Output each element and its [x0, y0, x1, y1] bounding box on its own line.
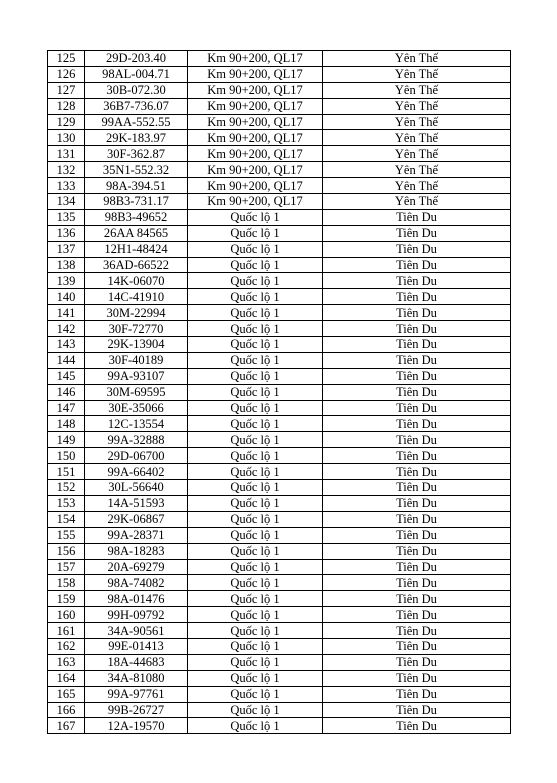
- license-plate-cell: 30L-56640: [85, 480, 188, 496]
- row-number-cell: 136: [48, 225, 85, 241]
- license-plate-cell: 30F-72770: [85, 321, 188, 337]
- table-row: [48, 543, 511, 559]
- license-plate-cell: 36B7-736.07: [85, 98, 188, 114]
- license-plate-cell: 35N1-552.32: [85, 162, 188, 178]
- license-plate-cell: 29K-13904: [85, 337, 188, 353]
- table-row: [48, 607, 511, 623]
- location-cell: Quốc lộ 1: [188, 527, 323, 543]
- table-row: [48, 495, 511, 511]
- row-number-cell: 130: [48, 130, 85, 146]
- area-cell: Tiên Du: [323, 686, 511, 702]
- area-cell: Yên Thế: [323, 162, 511, 178]
- license-plate-cell: 12C-13554: [85, 416, 188, 432]
- row-number-cell: 135: [48, 209, 85, 225]
- row-number-cell: 134: [48, 194, 85, 210]
- row-number-cell: 167: [48, 718, 85, 734]
- table-row: [48, 305, 511, 321]
- area-cell: Tiên Du: [323, 225, 511, 241]
- location-cell: Quốc lộ 1: [188, 400, 323, 416]
- row-number-cell: 149: [48, 432, 85, 448]
- location-cell: Quốc lộ 1: [188, 670, 323, 686]
- table-row: [48, 257, 511, 273]
- area-cell: Tiên Du: [323, 273, 511, 289]
- row-number-cell: 138: [48, 257, 85, 273]
- table-row: [48, 511, 511, 527]
- location-cell: Quốc lộ 1: [188, 368, 323, 384]
- area-cell: Tiên Du: [323, 511, 511, 527]
- location-cell: Quốc lộ 1: [188, 559, 323, 575]
- area-cell: Tiên Du: [323, 702, 511, 718]
- table-row: [48, 178, 511, 194]
- location-cell: Quốc lộ 1: [188, 305, 323, 321]
- area-cell: Tiên Du: [323, 543, 511, 559]
- location-cell: Quốc lộ 1: [188, 257, 323, 273]
- location-cell: Quốc lộ 1: [188, 543, 323, 559]
- table-row: [48, 575, 511, 591]
- area-cell: Tiên Du: [323, 321, 511, 337]
- license-plate-cell: 98A-18283: [85, 543, 188, 559]
- license-plate-cell: 29K-183.97: [85, 130, 188, 146]
- row-number-cell: 140: [48, 289, 85, 305]
- license-plate-cell: 12H1-48424: [85, 241, 188, 257]
- location-cell: Km 90+200, QL17: [188, 194, 323, 210]
- area-cell: Tiên Du: [323, 352, 511, 368]
- license-plate-cell: 99B-26727: [85, 702, 188, 718]
- location-cell: Km 90+200, QL17: [188, 162, 323, 178]
- area-cell: Tiên Du: [323, 527, 511, 543]
- license-plate-cell: 12A-19570: [85, 718, 188, 734]
- location-cell: Quốc lộ 1: [188, 416, 323, 432]
- row-number-cell: 157: [48, 559, 85, 575]
- license-plate-cell: 30M-69595: [85, 384, 188, 400]
- row-number-cell: 142: [48, 321, 85, 337]
- license-plate-cell: 98B3-49652: [85, 209, 188, 225]
- row-number-cell: 156: [48, 543, 85, 559]
- row-number-cell: 147: [48, 400, 85, 416]
- location-cell: Quốc lộ 1: [188, 654, 323, 670]
- row-number-cell: 125: [48, 51, 85, 67]
- location-cell: Km 90+200, QL17: [188, 98, 323, 114]
- table-row: [48, 464, 511, 480]
- row-number-cell: 161: [48, 623, 85, 639]
- location-cell: Quốc lộ 1: [188, 384, 323, 400]
- license-plate-cell: 14K-06070: [85, 273, 188, 289]
- table-row: [48, 480, 511, 496]
- license-plate-cell: 29D-203.40: [85, 51, 188, 67]
- location-cell: Quốc lộ 1: [188, 273, 323, 289]
- license-plate-cell: 29D-06700: [85, 448, 188, 464]
- license-plate-cell: 34A-81080: [85, 670, 188, 686]
- license-plate-cell: 99A-28371: [85, 527, 188, 543]
- table-row: [48, 591, 511, 607]
- table-row: [48, 146, 511, 162]
- area-cell: Yên Thế: [323, 98, 511, 114]
- row-number-cell: 159: [48, 591, 85, 607]
- license-plate-cell: 99A-93107: [85, 368, 188, 384]
- row-number-cell: 132: [48, 162, 85, 178]
- location-cell: Quốc lộ 1: [188, 321, 323, 337]
- table-row: [48, 114, 511, 130]
- area-cell: Tiên Du: [323, 368, 511, 384]
- row-number-cell: 126: [48, 66, 85, 82]
- location-cell: Km 90+200, QL17: [188, 146, 323, 162]
- area-cell: Yên Thế: [323, 178, 511, 194]
- violations-table: [47, 50, 511, 734]
- location-cell: Quốc lộ 1: [188, 448, 323, 464]
- area-cell: Yên Thế: [323, 114, 511, 130]
- table-row: [48, 638, 511, 654]
- table-row: [48, 209, 511, 225]
- table-row: [48, 241, 511, 257]
- table-row: [48, 384, 511, 400]
- area-cell: Tiên Du: [323, 337, 511, 353]
- license-plate-cell: 14C-41910: [85, 289, 188, 305]
- area-cell: Tiên Du: [323, 400, 511, 416]
- location-cell: Quốc lộ 1: [188, 623, 323, 639]
- location-cell: Quốc lộ 1: [188, 511, 323, 527]
- location-cell: Quốc lộ 1: [188, 638, 323, 654]
- table-row: [48, 82, 511, 98]
- license-plate-cell: 29K-06867: [85, 511, 188, 527]
- location-cell: Quốc lộ 1: [188, 225, 323, 241]
- area-cell: Tiên Du: [323, 607, 511, 623]
- license-plate-cell: 99H-09792: [85, 607, 188, 623]
- row-number-cell: 153: [48, 495, 85, 511]
- location-cell: Quốc lộ 1: [188, 686, 323, 702]
- table-row: [48, 559, 511, 575]
- row-number-cell: 155: [48, 527, 85, 543]
- location-cell: Quốc lộ 1: [188, 607, 323, 623]
- area-cell: Tiên Du: [323, 305, 511, 321]
- area-cell: Tiên Du: [323, 448, 511, 464]
- table-row: [48, 337, 511, 353]
- table-row: [48, 66, 511, 82]
- area-cell: Tiên Du: [323, 591, 511, 607]
- row-number-cell: 128: [48, 98, 85, 114]
- location-cell: Quốc lộ 1: [188, 495, 323, 511]
- area-cell: Tiên Du: [323, 384, 511, 400]
- row-number-cell: 164: [48, 670, 85, 686]
- table-body: [48, 51, 511, 734]
- row-number-cell: 143: [48, 337, 85, 353]
- location-cell: Km 90+200, QL17: [188, 130, 323, 146]
- location-cell: Quốc lộ 1: [188, 209, 323, 225]
- table-row: [48, 654, 511, 670]
- row-number-cell: 165: [48, 686, 85, 702]
- row-number-cell: 137: [48, 241, 85, 257]
- row-number-cell: 150: [48, 448, 85, 464]
- license-plate-cell: 99AA-552.55: [85, 114, 188, 130]
- license-plate-cell: 99E-01413: [85, 638, 188, 654]
- row-number-cell: 146: [48, 384, 85, 400]
- location-cell: Quốc lộ 1: [188, 591, 323, 607]
- location-cell: Quốc lộ 1: [188, 352, 323, 368]
- location-cell: Km 90+200, QL17: [188, 114, 323, 130]
- table-row: [48, 321, 511, 337]
- table-row: [48, 98, 511, 114]
- row-number-cell: 162: [48, 638, 85, 654]
- table-row: [48, 289, 511, 305]
- location-cell: Km 90+200, QL17: [188, 51, 323, 67]
- license-plate-cell: 98A-394.51: [85, 178, 188, 194]
- area-cell: Tiên Du: [323, 718, 511, 734]
- location-cell: Quốc lộ 1: [188, 702, 323, 718]
- location-cell: Km 90+200, QL17: [188, 178, 323, 194]
- license-plate-cell: 18A-44683: [85, 654, 188, 670]
- table-row: [48, 686, 511, 702]
- license-plate-cell: 30F-362.87: [85, 146, 188, 162]
- area-cell: Yên Thế: [323, 82, 511, 98]
- area-cell: Tiên Du: [323, 495, 511, 511]
- row-number-cell: 139: [48, 273, 85, 289]
- area-cell: Tiên Du: [323, 559, 511, 575]
- location-cell: Quốc lộ 1: [188, 432, 323, 448]
- area-cell: Tiên Du: [323, 654, 511, 670]
- area-cell: Tiên Du: [323, 638, 511, 654]
- location-cell: Quốc lộ 1: [188, 480, 323, 496]
- area-cell: Tiên Du: [323, 289, 511, 305]
- location-cell: Quốc lộ 1: [188, 464, 323, 480]
- row-number-cell: 131: [48, 146, 85, 162]
- license-plate-cell: 30E-35066: [85, 400, 188, 416]
- license-plate-cell: 20A-69279: [85, 559, 188, 575]
- row-number-cell: 154: [48, 511, 85, 527]
- area-cell: Tiên Du: [323, 416, 511, 432]
- table-row: [48, 432, 511, 448]
- location-cell: Km 90+200, QL17: [188, 82, 323, 98]
- table-row: [48, 400, 511, 416]
- license-plate-cell: 34A-90561: [85, 623, 188, 639]
- license-plate-cell: 26AA 84565: [85, 225, 188, 241]
- table-row: [48, 416, 511, 432]
- area-cell: Yên Thế: [323, 130, 511, 146]
- license-plate-cell: 14A-51593: [85, 495, 188, 511]
- table-row: [48, 162, 511, 178]
- area-cell: Tiên Du: [323, 257, 511, 273]
- row-number-cell: 160: [48, 607, 85, 623]
- table-row: [48, 225, 511, 241]
- table-row: [48, 448, 511, 464]
- table-row: [48, 623, 511, 639]
- row-number-cell: 158: [48, 575, 85, 591]
- license-plate-cell: 99A-32888: [85, 432, 188, 448]
- license-plate-cell: 99A-66402: [85, 464, 188, 480]
- location-cell: Quốc lộ 1: [188, 241, 323, 257]
- row-number-cell: 163: [48, 654, 85, 670]
- license-plate-cell: 98AL-004.71: [85, 66, 188, 82]
- table-row: [48, 51, 511, 67]
- license-plate-cell: 30M-22994: [85, 305, 188, 321]
- table-row: [48, 702, 511, 718]
- area-cell: Tiên Du: [323, 623, 511, 639]
- area-cell: Yên Thế: [323, 51, 511, 67]
- row-number-cell: 166: [48, 702, 85, 718]
- license-plate-cell: 98A-01476: [85, 591, 188, 607]
- area-cell: Tiên Du: [323, 464, 511, 480]
- license-plate-cell: 30F-40189: [85, 352, 188, 368]
- row-number-cell: 129: [48, 114, 85, 130]
- row-number-cell: 144: [48, 352, 85, 368]
- license-plate-cell: 99A-97761: [85, 686, 188, 702]
- table-row: [48, 273, 511, 289]
- area-cell: Tiên Du: [323, 209, 511, 225]
- table-row: [48, 670, 511, 686]
- area-cell: Tiên Du: [323, 670, 511, 686]
- table-row: [48, 352, 511, 368]
- table-row: [48, 194, 511, 210]
- area-cell: Tiên Du: [323, 241, 511, 257]
- area-cell: Yên Thế: [323, 146, 511, 162]
- table-row: [48, 718, 511, 734]
- location-cell: Quốc lộ 1: [188, 289, 323, 305]
- row-number-cell: 151: [48, 464, 85, 480]
- table-row: [48, 368, 511, 384]
- table-row: [48, 527, 511, 543]
- row-number-cell: 152: [48, 480, 85, 496]
- area-cell: Tiên Du: [323, 575, 511, 591]
- location-cell: Quốc lộ 1: [188, 575, 323, 591]
- row-number-cell: 145: [48, 368, 85, 384]
- area-cell: Yên Thế: [323, 194, 511, 210]
- location-cell: Km 90+200, QL17: [188, 66, 323, 82]
- location-cell: Quốc lộ 1: [188, 337, 323, 353]
- row-number-cell: 148: [48, 416, 85, 432]
- license-plate-cell: 30B-072.30: [85, 82, 188, 98]
- license-plate-cell: 98B3-731.17: [85, 194, 188, 210]
- area-cell: Tiên Du: [323, 480, 511, 496]
- license-plate-cell: 98A-74082: [85, 575, 188, 591]
- row-number-cell: 141: [48, 305, 85, 321]
- license-plate-cell: 36AD-66522: [85, 257, 188, 273]
- area-cell: Yên Thế: [323, 66, 511, 82]
- location-cell: Quốc lộ 1: [188, 718, 323, 734]
- row-number-cell: 133: [48, 178, 85, 194]
- table-row: [48, 130, 511, 146]
- row-number-cell: 127: [48, 82, 85, 98]
- area-cell: Tiên Du: [323, 432, 511, 448]
